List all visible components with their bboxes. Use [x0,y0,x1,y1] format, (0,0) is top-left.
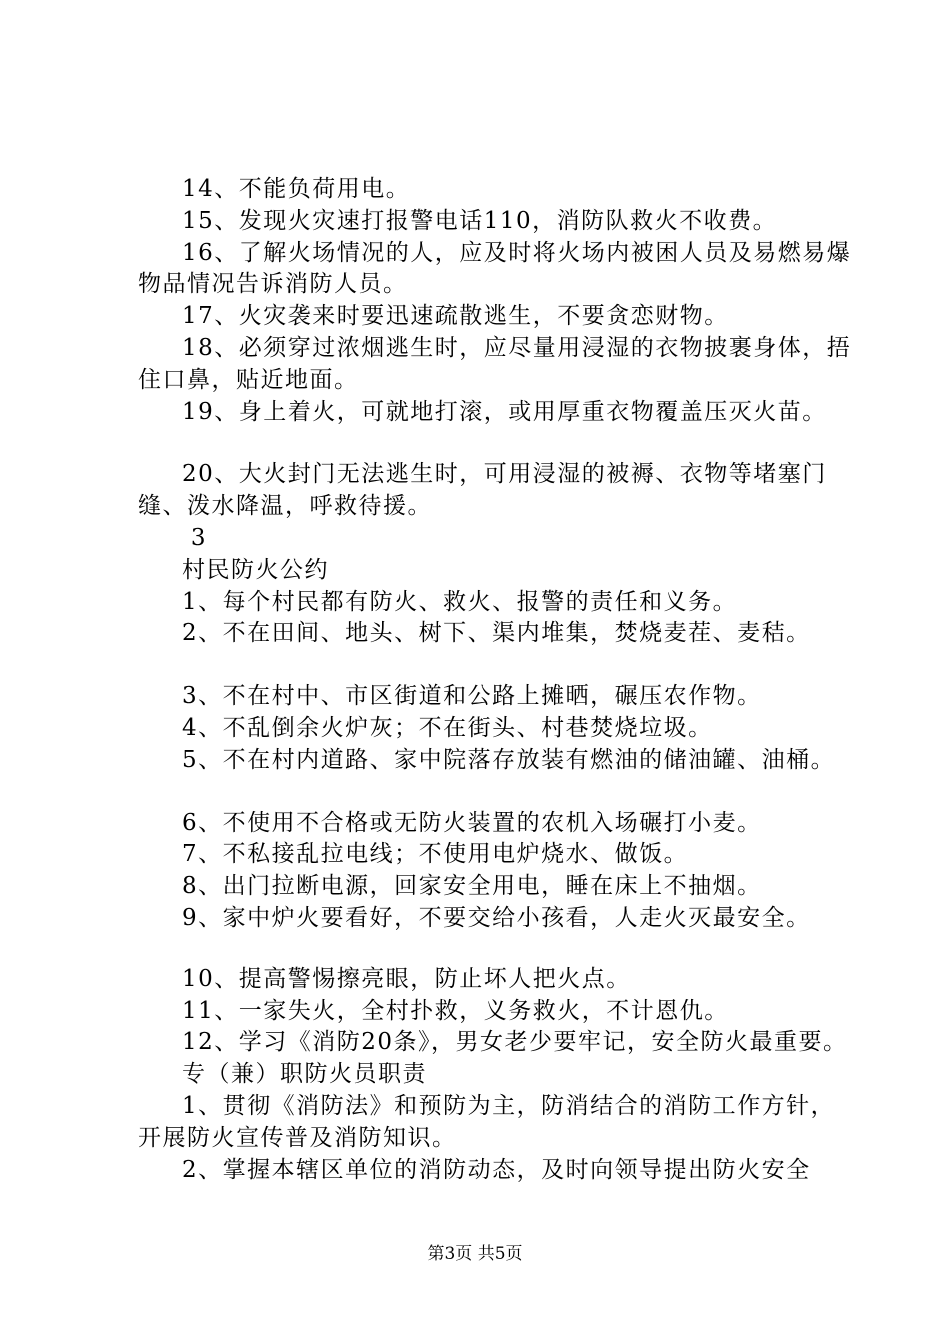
convention-item-2: 2、不在田间、地头、树下、渠内堆集，焚烧麦茬、麦秸。 [182,620,811,647]
convention-item-6: 6、不使用不合格或无防火装置的农机入场碾打小麦。 [182,809,762,836]
duty-item-1: 1、贯彻《消防法》和预防为主，防消结合的消防工作方针，开展防火宣传普及消防知识。 [138,1092,836,1151]
duty-item-2: 2、掌握本辖区单位的消防动态，及时向领导提出防火安全 [182,1156,811,1183]
convention-item-3: 3、不在村中、市区街道和公路上摊晒，碾压农作物。 [182,683,762,710]
paragraph-item-19: 19、身上着火，可就地打滚，或用厚重衣物覆盖压灭火苗。 [182,398,827,425]
convention-item-11: 11、一家失火，全村扑救，义务救火，不计恩仇。 [182,997,729,1024]
page-footer: 第3页 共5页 [427,1244,523,1264]
document-body [138,174,858,1186]
paragraph-item-15: 15、发现火灾速打报警电话110，消防队救火不收费。 [182,207,778,234]
convention-item-4: 4、不乱倒余火炉灰；不在街头、村巷焚烧垃圾。 [182,714,713,741]
paragraph-item-16: 16、了解火场情况的人，应及时将火场内被困人员及易燃易爆物品情况告诉消防人员。 [138,239,852,298]
convention-item-1: 1、每个村民都有防火、救火、报警的责任和义务。 [182,588,738,615]
paragraph-item-17: 17、火灾袭来时要迅速疏散逃生，不要贪恋财物。 [182,303,729,330]
paragraph-item-14: 14、不能负荷用电。 [182,176,411,202]
section-number: 3 [182,524,207,551]
convention-item-12: 12、学习《消防20条》，男女老少要牢记，安全防火最重要。 [182,1029,848,1056]
convention-item-10: 10、提高警惕擦亮眼，防止坏人把火点。 [182,965,631,992]
convention-item-9: 9、家中炉火要看好，不要交给小孩看，人走火灭最安全。 [182,904,811,931]
paragraph-item-20: 20、大火封门无法逃生时，可用浸湿的被褥、衣物等堵塞门缝、泼水降温，呼救待援。 [138,461,827,520]
section-title-village-fire-convention: 村民防火公约 [182,556,329,583]
section-title-fire-officer-duties: 专（兼）职防火员职责 [182,1061,427,1088]
convention-item-5: 5、不在村内道路、家中院落存放装有燃油的储油罐、油桶。 [182,746,836,773]
convention-item-7: 7、不私接乱拉电线；不使用电炉烧水、做饭。 [182,841,689,868]
convention-item-8: 8、出门拉断电源，回家安全用电，睡在床上不抽烟。 [182,873,762,900]
paragraph-item-18: 18、必须穿过浓烟逃生时，应尽量用浸湿的衣物披裹身体，捂住口鼻，贴近地面。 [138,334,852,393]
